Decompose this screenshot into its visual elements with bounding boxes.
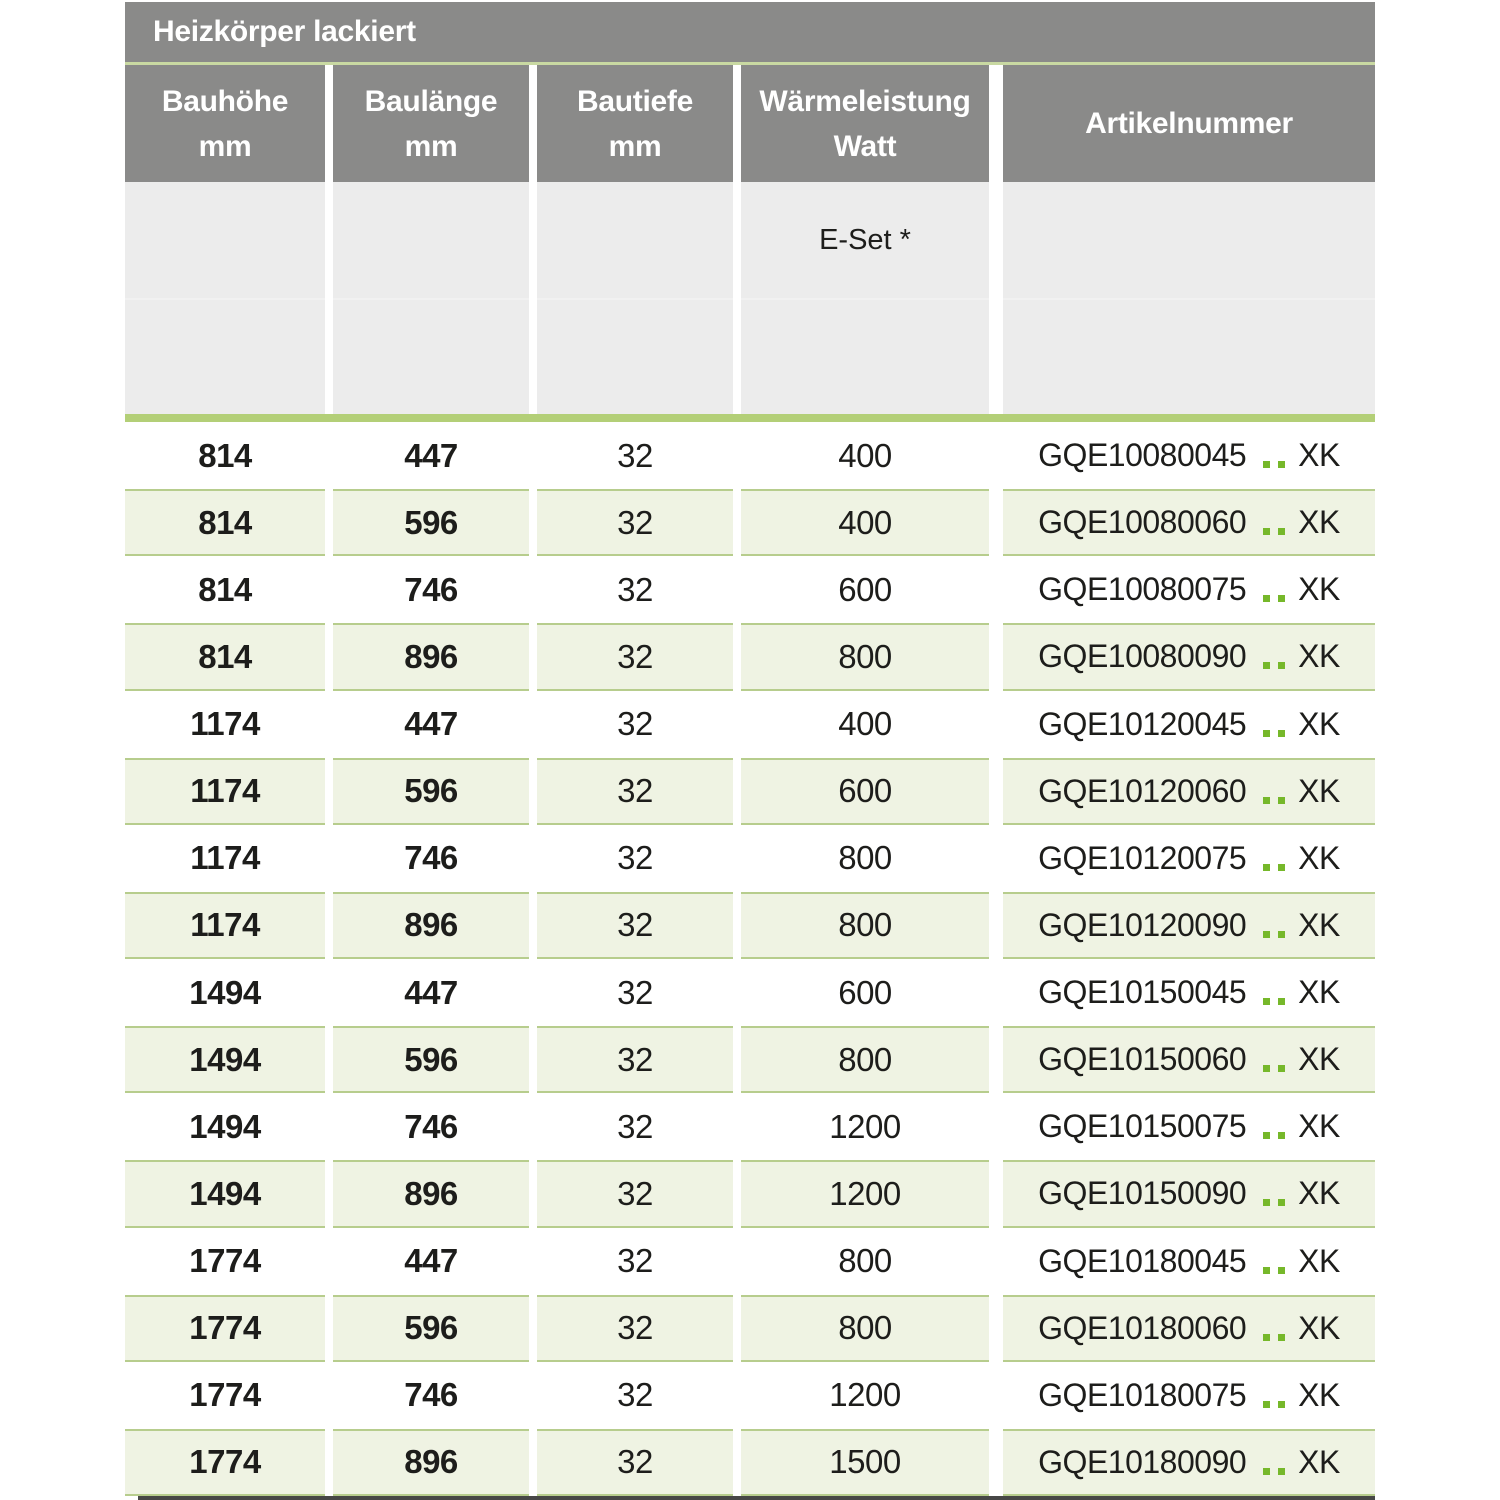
green-dot-icon: [1278, 1132, 1285, 1139]
cell-artikelnummer: [1003, 1093, 1375, 1160]
artikel-suffix: XK: [1298, 1309, 1340, 1346]
cell-watt: 600: [838, 973, 892, 1011]
green-dot-icon: [1263, 1334, 1270, 1341]
artikel-suffix: XK: [1298, 571, 1340, 608]
artikel-suffix: XK: [1298, 1108, 1340, 1145]
cell-baulaenge: 447: [404, 973, 458, 1011]
subheader-cell-4: [741, 300, 989, 414]
cell-watt: 400: [741, 489, 989, 556]
cell-watt: 400: [838, 436, 892, 474]
artikel-code: GQE10120060: [1038, 772, 1247, 809]
green-dot-icon: [1263, 998, 1270, 1005]
green-dot-icon: [1263, 662, 1270, 669]
cell-watt: 800: [838, 1242, 892, 1280]
artikel-code: GQE10150060: [1038, 1041, 1247, 1078]
table-row: [125, 758, 1375, 825]
cell-bautiefe: 32: [617, 705, 653, 743]
cell-watt: 1200: [829, 1107, 901, 1145]
artikel-suffix: XK: [1298, 1376, 1340, 1413]
artikel-suffix: XK: [1298, 1242, 1340, 1279]
subheader-cell-1: [125, 182, 325, 300]
column-header-3: [537, 65, 733, 182]
artikel-code: GQE10180045: [1038, 1242, 1247, 1279]
table-row: [125, 1295, 1375, 1362]
artikel-suffix: XK: [1298, 772, 1340, 809]
artikel-suffix: XK: [1298, 638, 1340, 675]
color-code-placeholder-dots: [1259, 1199, 1289, 1206]
eset-label: E-Set *: [819, 223, 911, 256]
table-row: [125, 489, 1375, 556]
color-code-placeholder-dots: [1259, 864, 1289, 871]
cell-bautiefe: 32: [537, 1295, 733, 1362]
spec-table: [125, 2, 1375, 1500]
cell-baulaenge: 746: [404, 1376, 458, 1414]
artikel-code: GQE10180060: [1038, 1309, 1247, 1346]
cell-bautiefe: 32: [617, 839, 653, 877]
column-label: Artikelnummer: [1085, 107, 1293, 140]
cell-bautiefe: 32: [537, 623, 733, 690]
cell-artikelnummer: [1003, 1228, 1375, 1295]
table-row: [125, 422, 1375, 489]
green-dot-icon: [1263, 595, 1270, 602]
cell-bautiefe: 32: [617, 1107, 653, 1145]
cell-baulaenge: 896: [333, 892, 529, 959]
artikel-suffix: XK: [1298, 974, 1340, 1011]
cell-artikelnummer: [1003, 623, 1375, 690]
next-section-strip: [138, 1496, 1375, 1500]
cell-baulaenge: 896: [333, 1429, 529, 1496]
cell-baulaenge: 596: [333, 489, 529, 556]
subheader-row-eset: [125, 182, 1375, 300]
subheader-cell-3: [537, 300, 733, 414]
artikel-suffix: XK: [1298, 1175, 1340, 1212]
artikel-code: GQE10150090: [1038, 1175, 1247, 1212]
color-code-placeholder-dots: [1259, 1468, 1289, 1475]
artikel-code: GQE10120090: [1038, 906, 1247, 943]
cell-baulaenge: 596: [333, 758, 529, 825]
green-dot-icon: [1278, 1065, 1285, 1072]
column-label: Bautiefe: [577, 84, 693, 118]
column-header-4: [741, 65, 989, 182]
cell-watt: 1200: [741, 1160, 989, 1227]
color-code-placeholder-dots: [1259, 662, 1289, 669]
artikel-code: GQE10080045: [1038, 437, 1247, 474]
column-unit: Watt: [833, 129, 897, 163]
cell-artikelnummer: [1003, 691, 1375, 758]
table-row: [125, 623, 1375, 690]
green-dot-icon: [1278, 797, 1285, 804]
artikel-suffix: XK: [1298, 437, 1340, 474]
artikel-code: GQE10080090: [1038, 638, 1247, 675]
cell-bauhoehe: 1494: [189, 1107, 261, 1145]
column-label: Baulänge: [364, 84, 498, 118]
cell-baulaenge: 746: [404, 570, 458, 608]
cell-watt: 600: [838, 570, 892, 608]
cell-artikelnummer: [1003, 1295, 1375, 1362]
color-code-placeholder-dots: [1259, 595, 1289, 602]
color-code-placeholder-dots: [1259, 1065, 1289, 1072]
cell-watt: 800: [741, 892, 989, 959]
column-label: Wärmeleistung: [759, 84, 971, 118]
green-dot-icon: [1263, 461, 1270, 468]
green-dot-icon: [1278, 1468, 1285, 1475]
cell-artikelnummer: [1003, 825, 1375, 892]
green-dot-icon: [1263, 528, 1270, 535]
green-dot-icon: [1278, 595, 1285, 602]
green-dot-icon: [1263, 730, 1270, 737]
table-row: [125, 1160, 1375, 1227]
green-dot-icon: [1278, 662, 1285, 669]
subheader-row-empty: [125, 300, 1375, 414]
color-code-placeholder-dots: [1259, 931, 1289, 938]
cell-baulaenge: 746: [404, 839, 458, 877]
subheader-divider-bar: [125, 414, 1375, 422]
artikel-suffix: XK: [1298, 839, 1340, 876]
green-dot-icon: [1278, 1267, 1285, 1274]
green-dot-icon: [1263, 1065, 1270, 1072]
cell-bautiefe: 32: [537, 1429, 733, 1496]
cell-artikelnummer: [1003, 758, 1375, 825]
green-dot-icon: [1263, 1199, 1270, 1206]
column-header-1: [125, 65, 325, 182]
color-code-placeholder-dots: [1259, 730, 1289, 737]
green-dot-icon: [1278, 931, 1285, 938]
table-row: [125, 1362, 1375, 1429]
green-dot-icon: [1263, 1401, 1270, 1408]
table-title-bar: [125, 2, 1375, 62]
column-unit: mm: [198, 129, 252, 163]
color-code-placeholder-dots: [1259, 1401, 1289, 1408]
cell-bauhoehe: 814: [198, 570, 252, 608]
color-code-placeholder-dots: [1259, 1267, 1289, 1274]
table-row: [125, 892, 1375, 959]
cell-baulaenge: 447: [404, 1242, 458, 1280]
green-dot-icon: [1263, 1468, 1270, 1475]
cell-bautiefe: 32: [537, 758, 733, 825]
cell-bauhoehe: 1174: [190, 705, 260, 743]
cell-bautiefe: 32: [617, 1376, 653, 1414]
cell-baulaenge: 596: [333, 1026, 529, 1093]
table-row: [125, 959, 1375, 1026]
cell-baulaenge: 896: [333, 623, 529, 690]
green-dot-icon: [1263, 1132, 1270, 1139]
artikel-code: GQE10120045: [1038, 705, 1247, 742]
color-code-placeholder-dots: [1259, 797, 1289, 804]
column-header-2: [333, 65, 529, 182]
green-dot-icon: [1278, 998, 1285, 1005]
cell-watt: 800: [741, 623, 989, 690]
green-dot-icon: [1278, 528, 1285, 535]
cell-bautiefe: 32: [617, 1242, 653, 1280]
artikel-suffix: XK: [1298, 1443, 1340, 1480]
cell-baulaenge: 896: [333, 1160, 529, 1227]
cell-bautiefe: 32: [537, 1160, 733, 1227]
cell-bautiefe: 32: [617, 436, 653, 474]
green-dot-icon: [1278, 1199, 1285, 1206]
column-label: Bauhöhe: [161, 84, 289, 118]
color-code-placeholder-dots: [1259, 1132, 1289, 1139]
cell-watt: 400: [838, 705, 892, 743]
artikel-code: GQE10080075: [1038, 571, 1247, 608]
cell-bautiefe: 32: [617, 973, 653, 1011]
table-body: [125, 422, 1375, 1496]
cell-bautiefe: 32: [537, 489, 733, 556]
cell-bauhoehe: 1494: [125, 1026, 325, 1093]
artikel-code: GQE10150075: [1038, 1108, 1247, 1145]
cell-bauhoehe: 1774: [125, 1429, 325, 1496]
cell-baulaenge: 746: [404, 1107, 458, 1145]
cell-bauhoehe: 1174: [125, 892, 325, 959]
cell-bauhoehe: 814: [125, 489, 325, 556]
color-code-placeholder-dots: [1259, 461, 1289, 468]
green-dot-icon: [1278, 730, 1285, 737]
cell-bautiefe: 32: [537, 1026, 733, 1093]
cell-watt: 800: [741, 1295, 989, 1362]
subheader-cell-2: [333, 182, 529, 300]
cell-bauhoehe: 1174: [125, 758, 325, 825]
cell-bauhoehe: 1494: [189, 973, 261, 1011]
green-dot-icon: [1263, 797, 1270, 804]
cell-bautiefe: 32: [617, 570, 653, 608]
artikel-suffix: XK: [1298, 705, 1340, 742]
subheader-cell-4: [741, 182, 989, 300]
cell-watt: 1200: [829, 1376, 901, 1414]
green-dot-icon: [1263, 864, 1270, 871]
column-unit: mm: [404, 129, 458, 163]
color-code-placeholder-dots: [1259, 998, 1289, 1005]
cell-artikelnummer: [1003, 556, 1375, 623]
subheader-cell-3: [537, 182, 733, 300]
column-unit: mm: [608, 129, 662, 163]
cell-baulaenge: 447: [404, 436, 458, 474]
cell-artikelnummer: [1003, 892, 1375, 959]
cell-artikelnummer: [1003, 422, 1375, 489]
green-dot-icon: [1263, 931, 1270, 938]
table-row: [125, 825, 1375, 892]
cell-artikelnummer: [1003, 1429, 1375, 1496]
cell-watt: 800: [838, 839, 892, 877]
cell-bauhoehe: 1774: [125, 1295, 325, 1362]
cell-bautiefe: 32: [537, 892, 733, 959]
cell-bauhoehe: 1174: [190, 839, 260, 877]
table-row: [125, 691, 1375, 758]
artikel-code: GQE10120075: [1038, 839, 1247, 876]
cell-watt: 1500: [741, 1429, 989, 1496]
cell-baulaenge: 596: [333, 1295, 529, 1362]
artikel-suffix: XK: [1298, 1041, 1340, 1078]
artikel-code: GQE10180075: [1038, 1376, 1247, 1413]
cell-bauhoehe: 1774: [189, 1242, 261, 1280]
color-code-placeholder-dots: [1259, 1334, 1289, 1341]
cell-bauhoehe: 1774: [189, 1376, 261, 1414]
subheader-cell-5: [1003, 300, 1375, 414]
green-dot-icon: [1278, 1401, 1285, 1408]
table-row: [125, 1026, 1375, 1093]
green-dot-icon: [1278, 1334, 1285, 1341]
cell-artikelnummer: [1003, 1362, 1375, 1429]
artikel-suffix: XK: [1298, 504, 1340, 541]
column-header-5: [1003, 65, 1375, 182]
artikel-code: GQE10080060: [1038, 504, 1247, 541]
cell-baulaenge: 447: [404, 705, 458, 743]
artikel-suffix: XK: [1298, 906, 1340, 943]
cell-artikelnummer: [1003, 1026, 1375, 1093]
cell-artikelnummer: [1003, 489, 1375, 556]
artikel-code: GQE10150045: [1038, 974, 1247, 1011]
cell-bauhoehe: 1494: [125, 1160, 325, 1227]
artikel-code: GQE10180090: [1038, 1443, 1247, 1480]
table-row: [125, 1093, 1375, 1160]
header-row: [125, 65, 1375, 182]
color-code-placeholder-dots: [1259, 528, 1289, 535]
cell-artikelnummer: [1003, 959, 1375, 1026]
subheader-cell-5: [1003, 182, 1375, 300]
table-row: [125, 1429, 1375, 1496]
cell-bauhoehe: 814: [198, 436, 252, 474]
subheader-cell-1: [125, 300, 325, 414]
cell-bauhoehe: 814: [125, 623, 325, 690]
cell-artikelnummer: [1003, 1160, 1375, 1227]
table-title: Heizkörper lackiert: [153, 15, 416, 48]
table-row: [125, 556, 1375, 623]
green-dot-icon: [1278, 864, 1285, 871]
green-dot-icon: [1278, 461, 1285, 468]
table-row: [125, 1228, 1375, 1295]
cell-watt: 600: [741, 758, 989, 825]
subheader-cell-2: [333, 300, 529, 414]
cell-watt: 800: [741, 1026, 989, 1093]
green-dot-icon: [1263, 1267, 1270, 1274]
